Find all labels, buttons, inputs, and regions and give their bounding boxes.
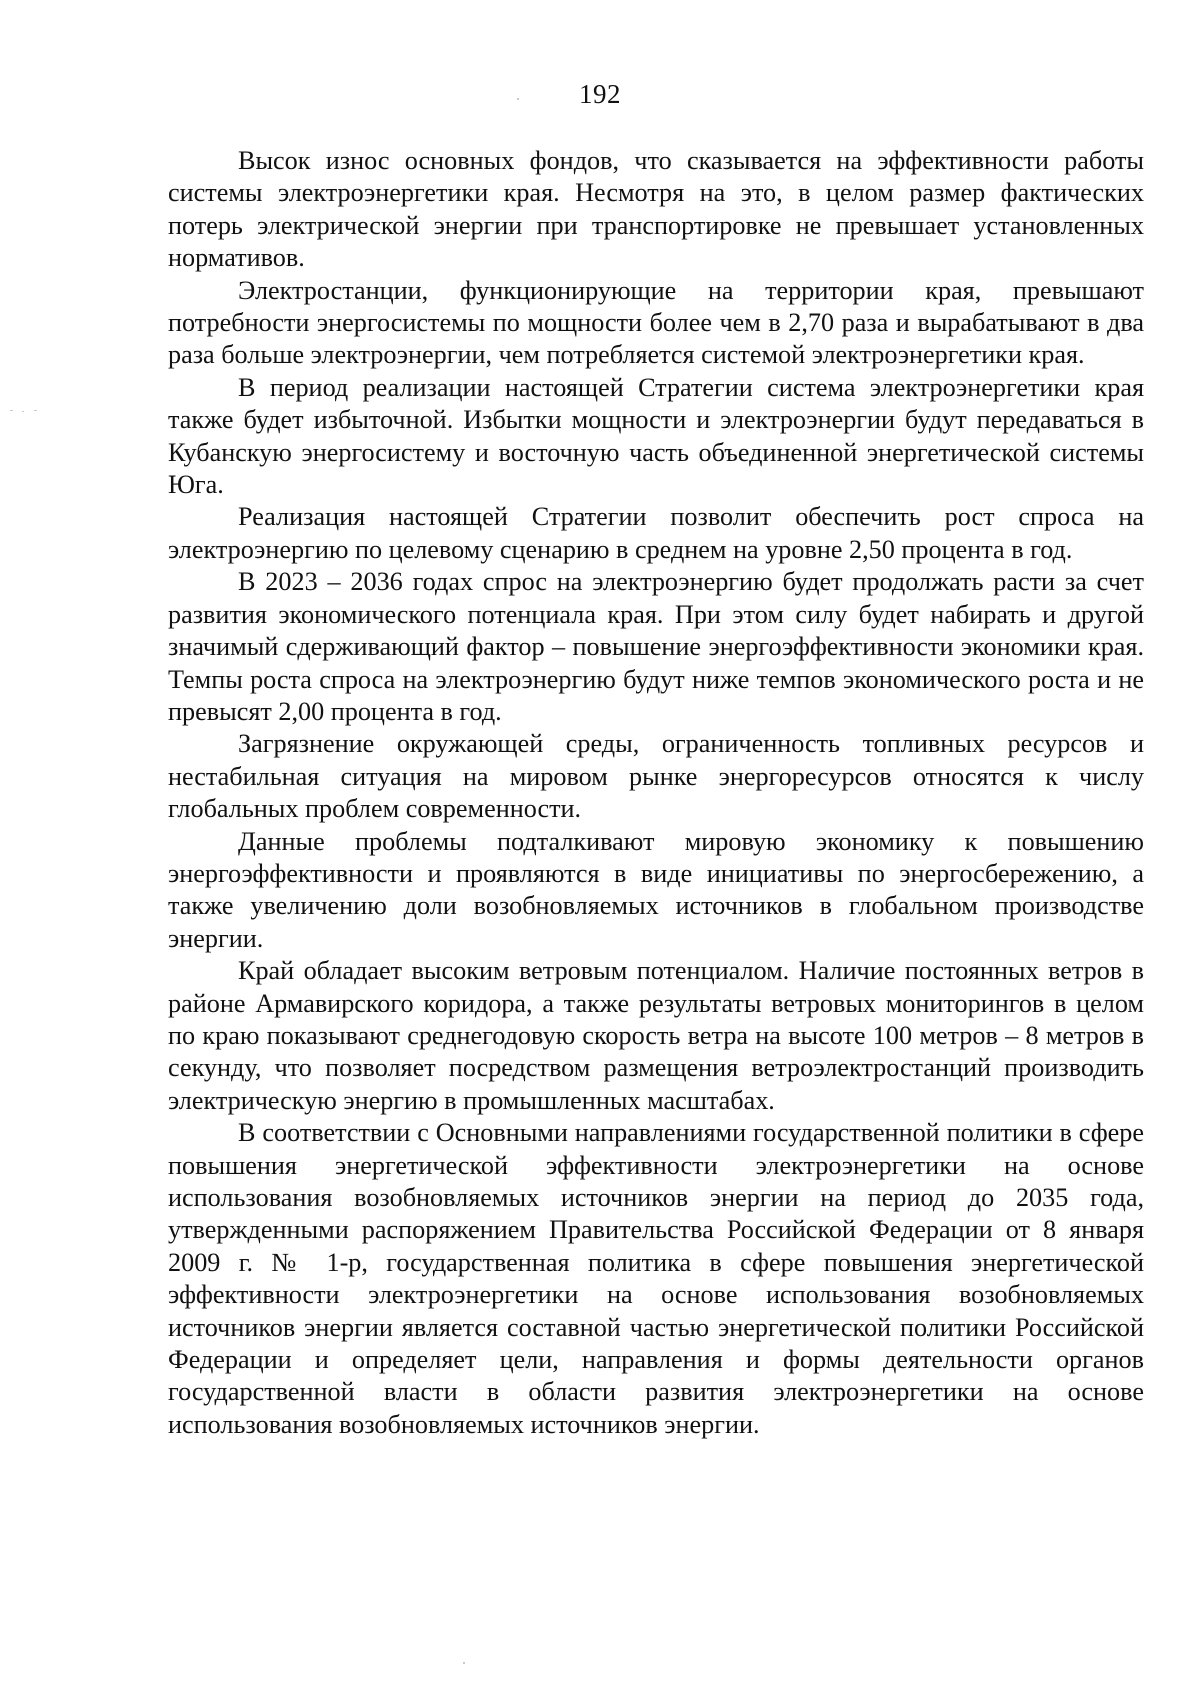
paragraph-1: Высок износ основных фондов, что сказывается на эффективности работы системы электроэнергетики края. Несмотря на это, в целом размер фактических потерь электрической энергии при транспортировке не превышает установленных нормативов. xyxy=(168,146,1144,273)
scan-speck xyxy=(517,98,519,100)
paragraph-6: Загрязнение окружающей среды, ограниченность топливных ресурсов и нестабильная ситуация на мировом рынке энергоресурсов относятся к числу глобальных проблем современности. xyxy=(168,729,1144,824)
paragraph-7: Данные проблемы подталкивают мировую экономику к повышению энергоэффективности и проявляются в виде инициативы по энергосбережению, а также увеличению доли возобновляемых источников в глобальном производстве энергии. xyxy=(168,826,1144,953)
page-number: 192 xyxy=(579,79,621,109)
scan-speck xyxy=(22,411,24,412)
scan-speck xyxy=(34,410,37,411)
paragraph-8: Край обладает высоким ветровым потенциалом. Наличие постоянных ветров в районе Армавирского коридора, а также результаты ветровых мониторингов в целом по краю показывают среднегодовую скорость ветра на высоте 100 метров – 8 метров в секунду, что позволяет посредством размещения ветроэлектростанций производить электрическую энергию в промышленных масштабах. xyxy=(168,956,1144,1115)
paragraph-9: В соответствии с Основными направлениями государственной политики в сфере повышения энергетической эффективности электроэнергетики на основе использования возобновляемых источников энергии на период до 2035 года, утвержденными распоряжением Правительства Российской Федерации от 8 января 2009 г. № 1-р, государственная политика в сфере повышения энергетической эффективности электроэнергетики на основе использования возобновляемых источников энергии является составной частью энергетической политики Российской Федерации и определяет цели, направления и формы деятельности органов государственной власти в области развития электроэнергетики на основе использования возобновляемых источников энергии. xyxy=(168,1118,1144,1439)
paragraph-2: Электростанции, функционирующие на территории края, превышают потребности энергосистемы по мощности более чем в 2,70 раза и вырабатывают в два раза больше электроэнергии, чем потребляется системой электроэнергетики края. xyxy=(168,275,1144,370)
scan-speck xyxy=(10,410,13,411)
body-text xyxy=(168,145,1144,1441)
scan-speck xyxy=(463,1662,465,1664)
paragraph-3: В период реализации настоящей Стратегии система электроэнергетики края также будет избыточной. Избытки мощности и электроэнергии будут передаваться в Кубанскую энергосистему и восточную часть объединенной энергетической системы Юга. xyxy=(168,372,1144,500)
paragraph-4: Реализация настоящей Стратегии позволит обеспечить рост спроса на электроэнергию по целевому сценарию в среднем на уровне 2,50 процента в год. xyxy=(168,502,1144,564)
paragraph-5: В 2023 – 2036 годах спрос на электроэнергию будет продолжать расти за счет развития экономического потенциала края. При этом силу будет набирать и другой значимый сдерживающий фактор – повышение энергоэффективности экономики края. Темпы роста спроса на электроэнергию будут ниже темпов экономического роста и не превысят 2,00 процента в год. xyxy=(168,567,1144,726)
